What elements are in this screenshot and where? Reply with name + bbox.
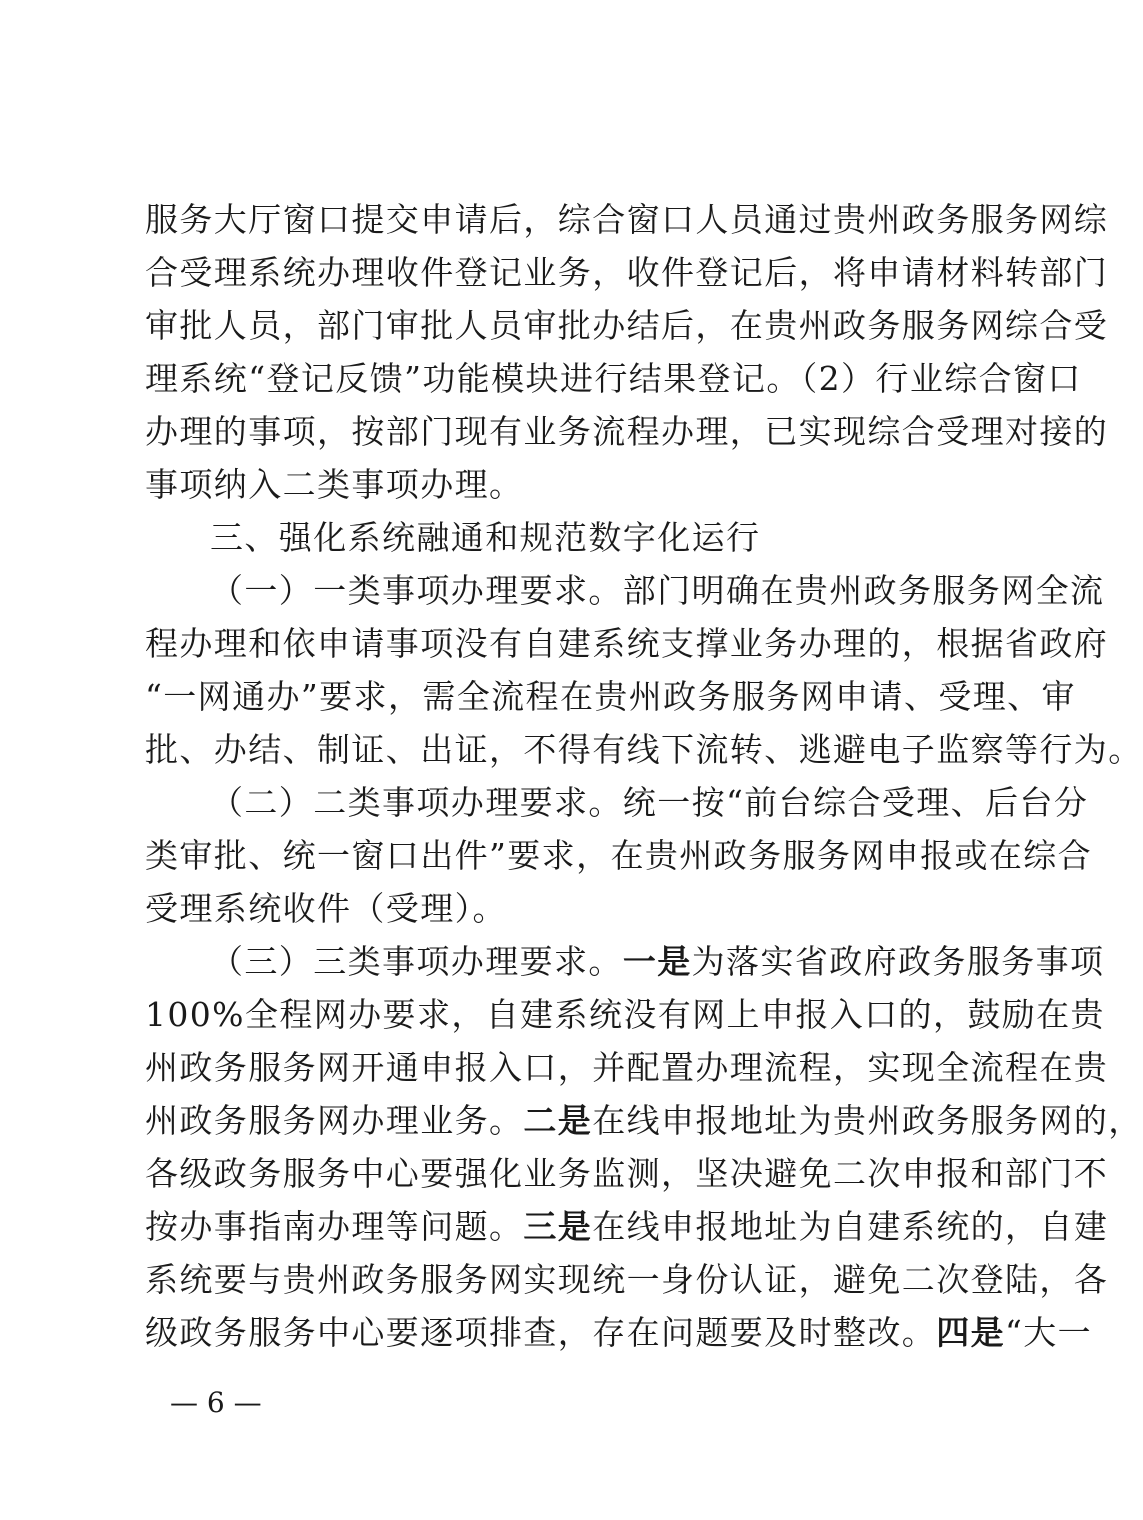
text-segment: 在线申报地址为自建系统的，自建: [592, 1207, 1109, 1246]
paragraph-line: 系统要与贵州政务服务网实现统一身份认证，避免二次登陆，各: [145, 1260, 1109, 1299]
paragraph-line: [210, 942, 1105, 982]
text-segment: 按办事指南办理等问题。: [145, 1207, 524, 1246]
paragraph-line: [145, 1101, 1143, 1141]
emphasis-text: 四是: [936, 1313, 1006, 1352]
paragraph-line: 州政务服务网开通申报入口，并配置办理流程，实现全流程在贵: [145, 1048, 1109, 1087]
paragraph-line: 批、办结、制证、出证，不得有线下流转、逃避电子监察等行为。: [145, 730, 1143, 769]
emphasis-text: 一是: [622, 942, 692, 981]
paragraph-line: 类审批、统一窗口出件”要求，在贵州政务服务网申报或在综合: [145, 836, 1093, 875]
paragraph-line: 受理系统收件（受理）。: [145, 889, 507, 928]
paragraph-line: 合受理系统办理收件登记业务，收件登记后，将申请材料转部门: [145, 253, 1109, 292]
text-segment: 在线申报地址为贵州政务服务网的，: [592, 1101, 1143, 1140]
paragraph-line: 事项纳入二类事项办理。: [145, 465, 524, 504]
paragraph-line: [145, 1207, 1109, 1247]
paragraph-line: （一）一类事项办理要求。部门明确在贵州政务服务网全流: [210, 571, 1105, 610]
section-heading: 三、强化系统融通和规范数字化运行: [210, 518, 761, 557]
text-segment: 为落实省政府政务服务事项: [691, 942, 1105, 981]
paragraph-line: 办理的事项，按部门现有业务流程办理，已实现综合受理对接的: [145, 412, 1109, 451]
text-segment: （三）三类事项办理要求。: [210, 942, 623, 981]
page-number: — 6 —: [170, 1386, 262, 1419]
paragraph-line: （二）二类事项办理要求。统一按“前台综合受理、后台分: [210, 783, 1089, 822]
paragraph-line: [145, 1313, 1093, 1353]
paragraph-line: 各级政务服务中心要强化业务监测，坚决避免二次申报和部门不: [145, 1154, 1109, 1193]
text-segment: 级政务服务中心要逐项排查，存在问题要及时整改。: [145, 1313, 937, 1352]
paragraph-line: 程办理和依申请事项没有自建系统支撑业务办理的，根据省政府: [145, 624, 1109, 663]
paragraph-line: “一网通办”要求，需全流程在贵州政务服务网申请、受理、审: [145, 677, 1076, 716]
paragraph-line: 服务大厅窗口提交申请后，综合窗口人员通过贵州政务服务网综: [145, 200, 1109, 239]
text-segment: 州政务服务网办理业务。: [145, 1101, 524, 1140]
paragraph-line: 100%全程网办要求，自建系统没有网上申报入口的，鼓励在贵: [145, 995, 1105, 1034]
emphasis-text: 二是: [523, 1101, 593, 1140]
paragraph-line: 审批人员，部门审批人员审批办结后，在贵州政务服务网综合受: [145, 306, 1109, 345]
paragraph-line: 理系统“登记反馈”功能模块进行结果登记。（2）行业综合窗口: [145, 359, 1082, 398]
emphasis-text: 三是: [523, 1207, 593, 1246]
text-segment: “大一: [1005, 1313, 1093, 1352]
